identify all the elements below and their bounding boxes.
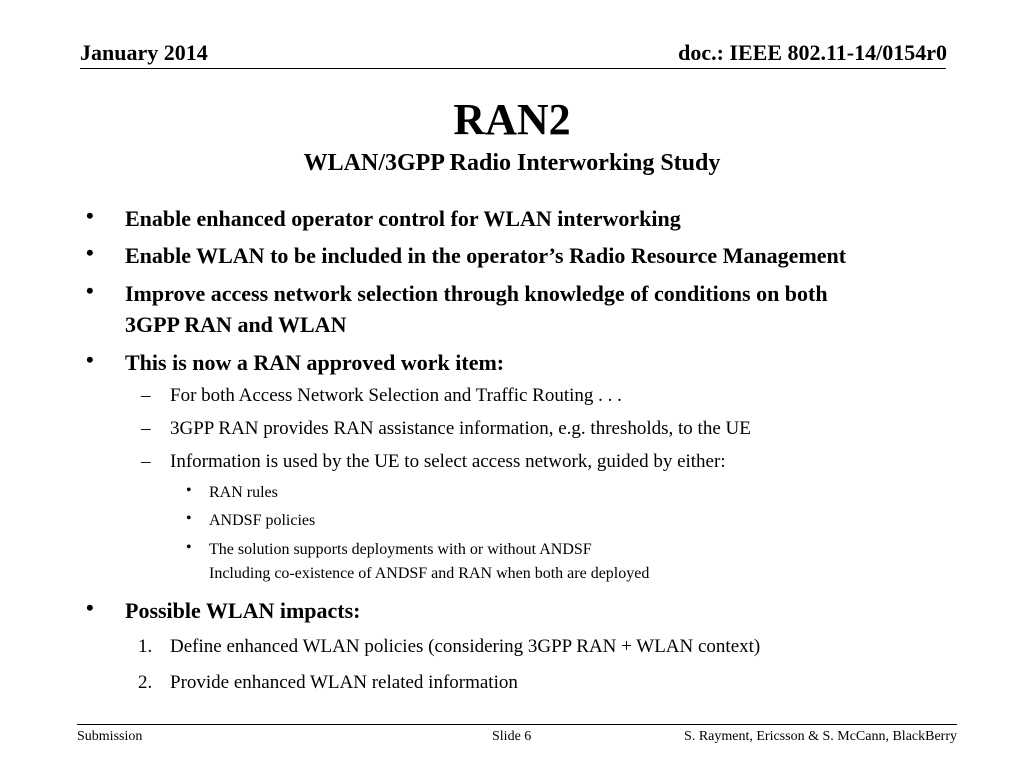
number-marker: 1. xyxy=(138,636,153,657)
bullet-wlan-impacts: Possible WLAN impacts: xyxy=(125,598,361,623)
dash-marker: – xyxy=(141,451,151,472)
footer-divider xyxy=(77,724,957,725)
bullet-marker: • xyxy=(86,347,94,372)
subsubbullet-solution-line1: The solution supports deployments with or without ANDSF xyxy=(209,541,592,558)
bullet-marker: • xyxy=(186,482,192,499)
subsubbullet-solution-line2: Including co-existence of ANDSF and RAN when both are deployed xyxy=(209,565,650,582)
subbullet-ran-assistance: 3GPP RAN provides RAN assistance information, e.g. thresholds, to the UE xyxy=(170,418,751,439)
dash-marker: – xyxy=(141,418,151,439)
bullet-network-selection-line2: 3GPP RAN and WLAN xyxy=(125,312,347,337)
bullet-marker: • xyxy=(186,539,192,556)
header-date: January 2014 xyxy=(80,40,208,65)
bullet-network-selection-line1: Improve access network selection through knowledge of conditions on both xyxy=(125,281,828,306)
subbullet-ue-selection: Information is used by the UE to select access network, guided by either: xyxy=(170,451,726,472)
slide-subtitle: WLAN/3GPP Radio Interworking Study xyxy=(303,150,721,176)
number-marker: 2. xyxy=(138,672,153,693)
footer-authors: S. Rayment, Ericsson & S. McCann, BlackBerry xyxy=(684,729,957,744)
slide-title: RAN2 xyxy=(453,95,571,144)
footer-slide-number: Slide 6 xyxy=(492,729,532,744)
subsubbullet-ran-rules: RAN rules xyxy=(209,484,278,501)
bullet-operator-control: Enable enhanced operator control for WLAN interworking xyxy=(125,206,681,231)
header-divider xyxy=(80,68,946,69)
bullet-marker: • xyxy=(86,240,94,265)
footer-submission: Submission xyxy=(77,729,143,744)
bullet-marker: • xyxy=(86,203,94,228)
subsubbullet-andsf-policies: ANDSF policies xyxy=(209,512,316,529)
dash-marker: – xyxy=(141,385,151,406)
header-doc-id: doc.: IEEE 802.11-14/0154r0 xyxy=(678,40,947,65)
bullet-marker: • xyxy=(186,510,192,527)
bullet-marker: • xyxy=(86,278,94,303)
numbered-item-policies: Define enhanced WLAN policies (considering 3GPP RAN + WLAN context) xyxy=(170,636,761,657)
bullet-work-item: This is now a RAN approved work item: xyxy=(125,350,505,375)
numbered-item-information: Provide enhanced WLAN related information xyxy=(170,672,518,693)
bullet-rrm: Enable WLAN to be included in the operator’s Radio Resource Management xyxy=(125,243,847,268)
bullet-marker: • xyxy=(86,595,94,620)
subbullet-access-selection: For both Access Network Selection and Traffic Routing . . . xyxy=(170,385,622,406)
